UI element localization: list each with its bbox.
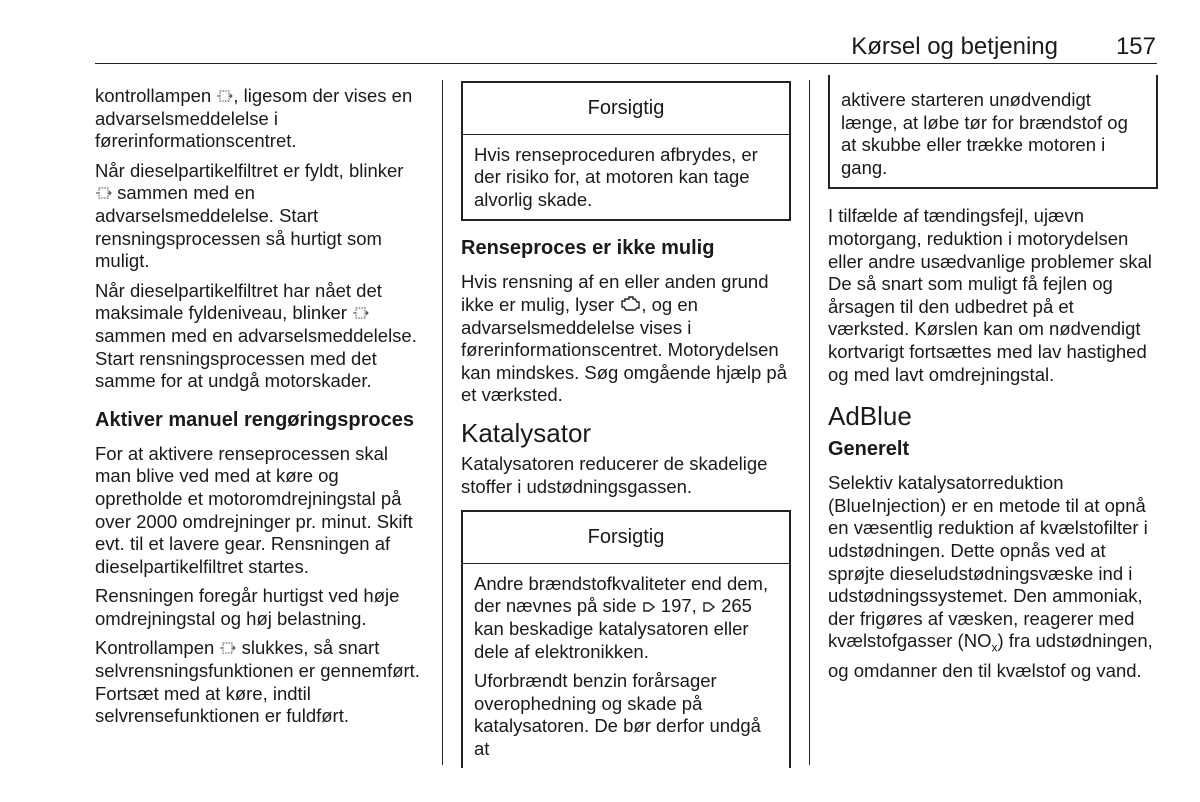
column-2	[461, 81, 791, 778]
column-divider-left	[442, 80, 443, 765]
page-number: 157	[1115, 33, 1156, 60]
paragraph: kontrollampen , ligesom der vises en advarselsmeddelelse i førerinformationscentret.	[95, 85, 413, 152]
paragraph: Når dieselpartikelfiltret er fyldt, blinker sammen med en advarselsmeddelelse. Start rensningsprocessen så hurtigt som muligt.	[95, 159, 404, 272]
caution-body	[463, 564, 789, 769]
page-reference[interactable]: 265	[721, 595, 752, 617]
caution-box-continued	[828, 75, 1158, 189]
section-title: Katalysator	[461, 417, 592, 448]
caution-text: Hvis renseproceduren afbrydes, er der risiko for, at motoren kan tage alvorlig skade.	[474, 143, 758, 210]
paragraph: For at aktivere renseprocessen skal man blive ved med at køre og opretholde et motoromdrejningstal på over 2000 omdrejninger pr. minut. Skift evt. til et lavere gear. Rensningen af dieselpartikelfiltret startes.	[95, 442, 413, 577]
section-heading: Generelt	[828, 438, 910, 461]
section-heading: Renseproces er ikke mulig	[461, 237, 715, 260]
paragraph: Hvis rensning af en eller anden grund ikke er mulig, lyser , og en advarselsmeddelelse vises i førerinformationscentret. Motorydelsen kan mindskes. Søg omgående hjælp på et værksted.	[461, 271, 787, 406]
header-rule	[95, 63, 1157, 64]
section-heading: Aktiver manuel rengøringsproces	[95, 408, 414, 431]
paragraph: Rensningen foregår hurtigst ved høje omdrejningstal og høj belastning.	[95, 585, 400, 629]
page-reference[interactable]: 197	[660, 595, 692, 617]
diesel-particulate-filter-icon	[95, 185, 112, 201]
column-1	[95, 85, 425, 735]
page-reference-arrow-icon	[702, 600, 716, 614]
paragraph: Katalysatoren reducerer de skadelige stoffer i udstødningsgassen.	[461, 452, 768, 497]
column-divider-right	[809, 80, 810, 765]
caution-text: Uforbrændt benzin forårsager overophedning og skade på katalysatoren. De bør derfor undgå at	[474, 670, 761, 759]
diesel-particulate-filter-icon	[216, 88, 233, 104]
page-reference-arrow-icon	[642, 600, 656, 614]
caution-text: Andre brændstofkvaliteter end dem, der nævnes på side 197, 265 kan beskadige katalysatoren eller dele af elektronikken.	[474, 572, 769, 662]
caution-box	[461, 81, 791, 221]
section-title: AdBlue	[828, 401, 912, 432]
diesel-particulate-filter-icon	[219, 640, 236, 656]
paragraph: Selektiv katalysatorreduktion (BlueInjection) er en metode til at opnå en væsentlig reduktion af kvælstofilter i udstødningen. Dette opnås ved at sprøjte dieseludstødningsvæske ind i udstødningssystemet. Den ammoniak, der frigøres af væsken, reagerer med kvælstofgasser $(NO_x)$ fra udstødningen, og omdanner den til kvælstof og vand.	[828, 472, 1153, 681]
check-engine-icon	[619, 295, 641, 313]
column-3	[828, 75, 1158, 689]
caution-body	[463, 135, 789, 220]
caution-box	[461, 510, 791, 768]
paragraph: I tilfælde af tændingsfejl, ujævn motorgang, reduktion i motorydelsen eller andre usædvanlige problemer skal De så snart som muligt få fejlen og årsagen til den udbedret på et værksted. Kørslen kan om nødvendigt kortvarigt fortsættes med lav hastighed og med lavt omdrejningstal.	[828, 205, 1152, 385]
caution-text: aktivere starteren unødvendigt længe, at løbe tør for brændstof og at skubbe eller trække motoren i gang.	[841, 89, 1128, 178]
caution-title: Forsigtig	[463, 83, 789, 135]
running-head: Kørsel og betjening	[851, 33, 1058, 60]
caution-title: Forsigtig	[463, 512, 789, 564]
paragraph: Når dieselpartikelfiltret har nået det maksimale fyldeniveau, blinker sammen med en advarselsmeddelelse. Start rensningsprocessen med det samme for at undgå motorskader.	[95, 279, 417, 392]
diesel-particulate-filter-icon	[352, 305, 369, 321]
paragraph: Kontrollampen slukkes, så snart selvrensningsfunktionen er gennemført. Fortsæt med at køre, indtil selvrensefunktionen er fuldført.	[95, 637, 420, 727]
